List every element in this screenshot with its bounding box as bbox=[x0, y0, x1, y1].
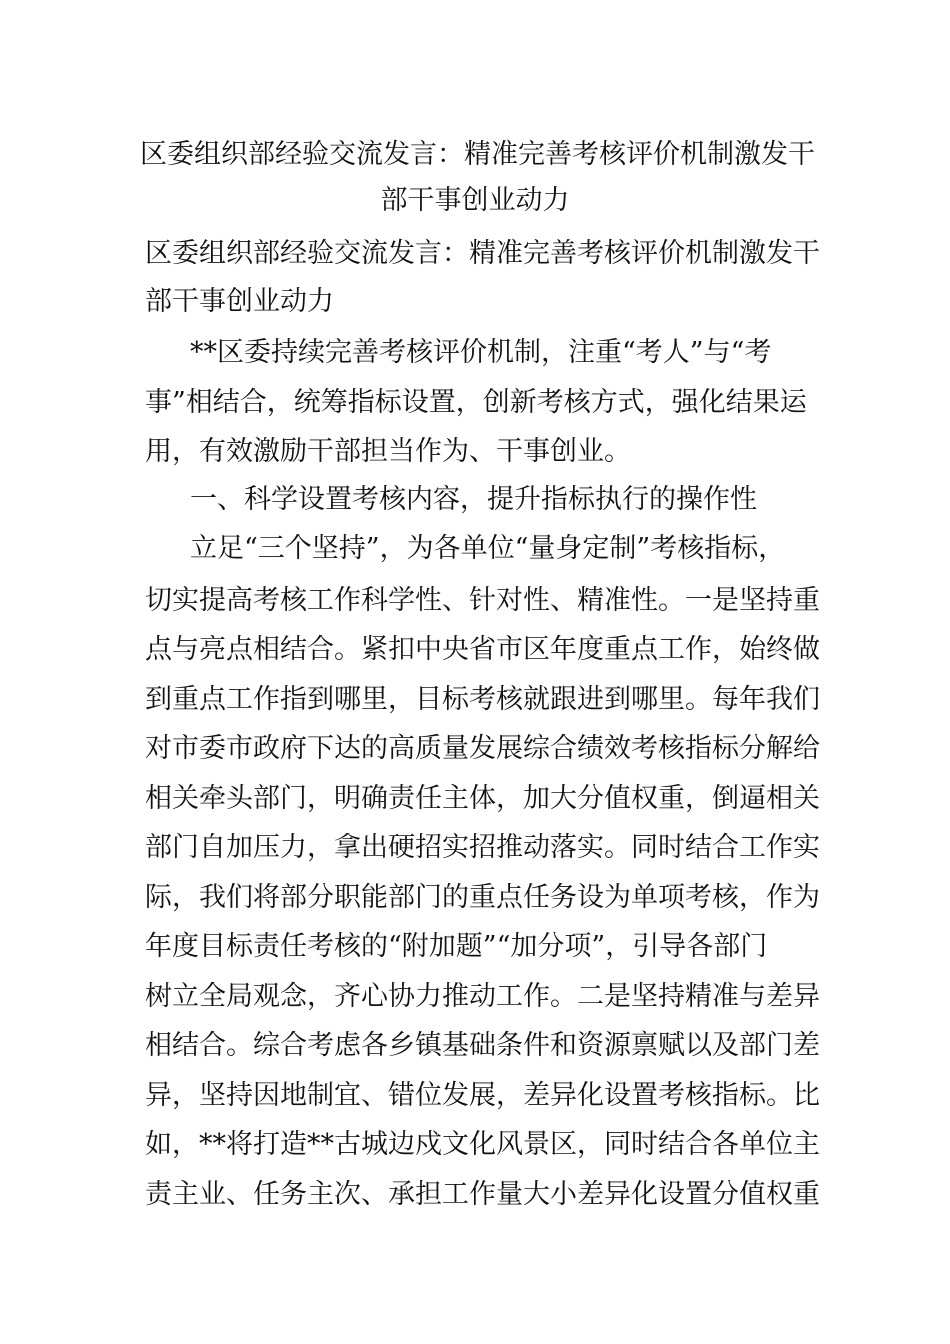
paragraph-line: 责主业、任务主次、承担工作量大小差异化设置分值权重 bbox=[145, 1179, 820, 1210]
paragraph-line: 用，有效激励干部担当作为、干事创业。 bbox=[145, 436, 631, 467]
paragraph-line: 际，我们将部分职能部门的重点任务设为单项考核，作为 bbox=[145, 882, 820, 913]
paragraph-line: 点与亮点相结合。紧扣中央省市区年度重点工作，始终做 bbox=[145, 634, 820, 665]
paragraph-line: 部门自加压力，拿出硬招实招推动落实。同时结合工作实 bbox=[145, 832, 820, 863]
paragraph-line: 对市委市政府下达的高质量发展综合绩效考核指标分解给 bbox=[145, 733, 820, 764]
heading-line-1: 区委组织部经验交流发言：精准完善考核评价机制激发干 bbox=[145, 238, 820, 269]
document-title-line-2: 部干事创业动力 bbox=[380, 185, 570, 216]
paragraph-line: 事”相结合，统筹指标设置，创新考核方式，强化结果运 bbox=[145, 387, 807, 418]
paragraph-line: 切实提高考核工作科学性、针对性、精准性。一是坚持重 bbox=[145, 585, 820, 616]
heading-line-2: 部干事创业动力 bbox=[145, 286, 334, 317]
paragraph-line: 到重点工作指到哪里，目标考核就跟进到哪里。每年我们 bbox=[145, 684, 820, 715]
paragraph-line: 异，坚持因地制宜、错位发展，差异化设置考核指标。比 bbox=[145, 1080, 820, 1111]
paragraph-line: 如，**将打造**古城边戍文化风景区，同时结合各单位主 bbox=[145, 1129, 820, 1160]
paragraph-line: 树立全局观念，齐心协力推动工作。二是坚持精准与差异 bbox=[145, 981, 820, 1012]
section-heading: 一、科学设置考核内容，提升指标执行的操作性 bbox=[190, 484, 757, 515]
paragraph-line: **区委持续完善考核评价机制，注重“考人”与“考 bbox=[190, 337, 772, 368]
paragraph-line: 相关牵头部门，明确责任主体，加大分值权重，倒逼相关 bbox=[145, 783, 820, 814]
paragraph-line: 年度目标责任考核的“附加题”“加分项”，引导各部门 bbox=[145, 931, 768, 962]
paragraph-line: 立足“三个坚持”，为各单位“量身定制”考核指标， bbox=[190, 533, 786, 564]
paragraph-line: 相结合。综合考虑各乡镇基础条件和资源禀赋以及部门差 bbox=[145, 1030, 820, 1061]
document-title-line-1: 区委组织部经验交流发言：精准完善考核评价机制激发干 bbox=[140, 139, 815, 170]
